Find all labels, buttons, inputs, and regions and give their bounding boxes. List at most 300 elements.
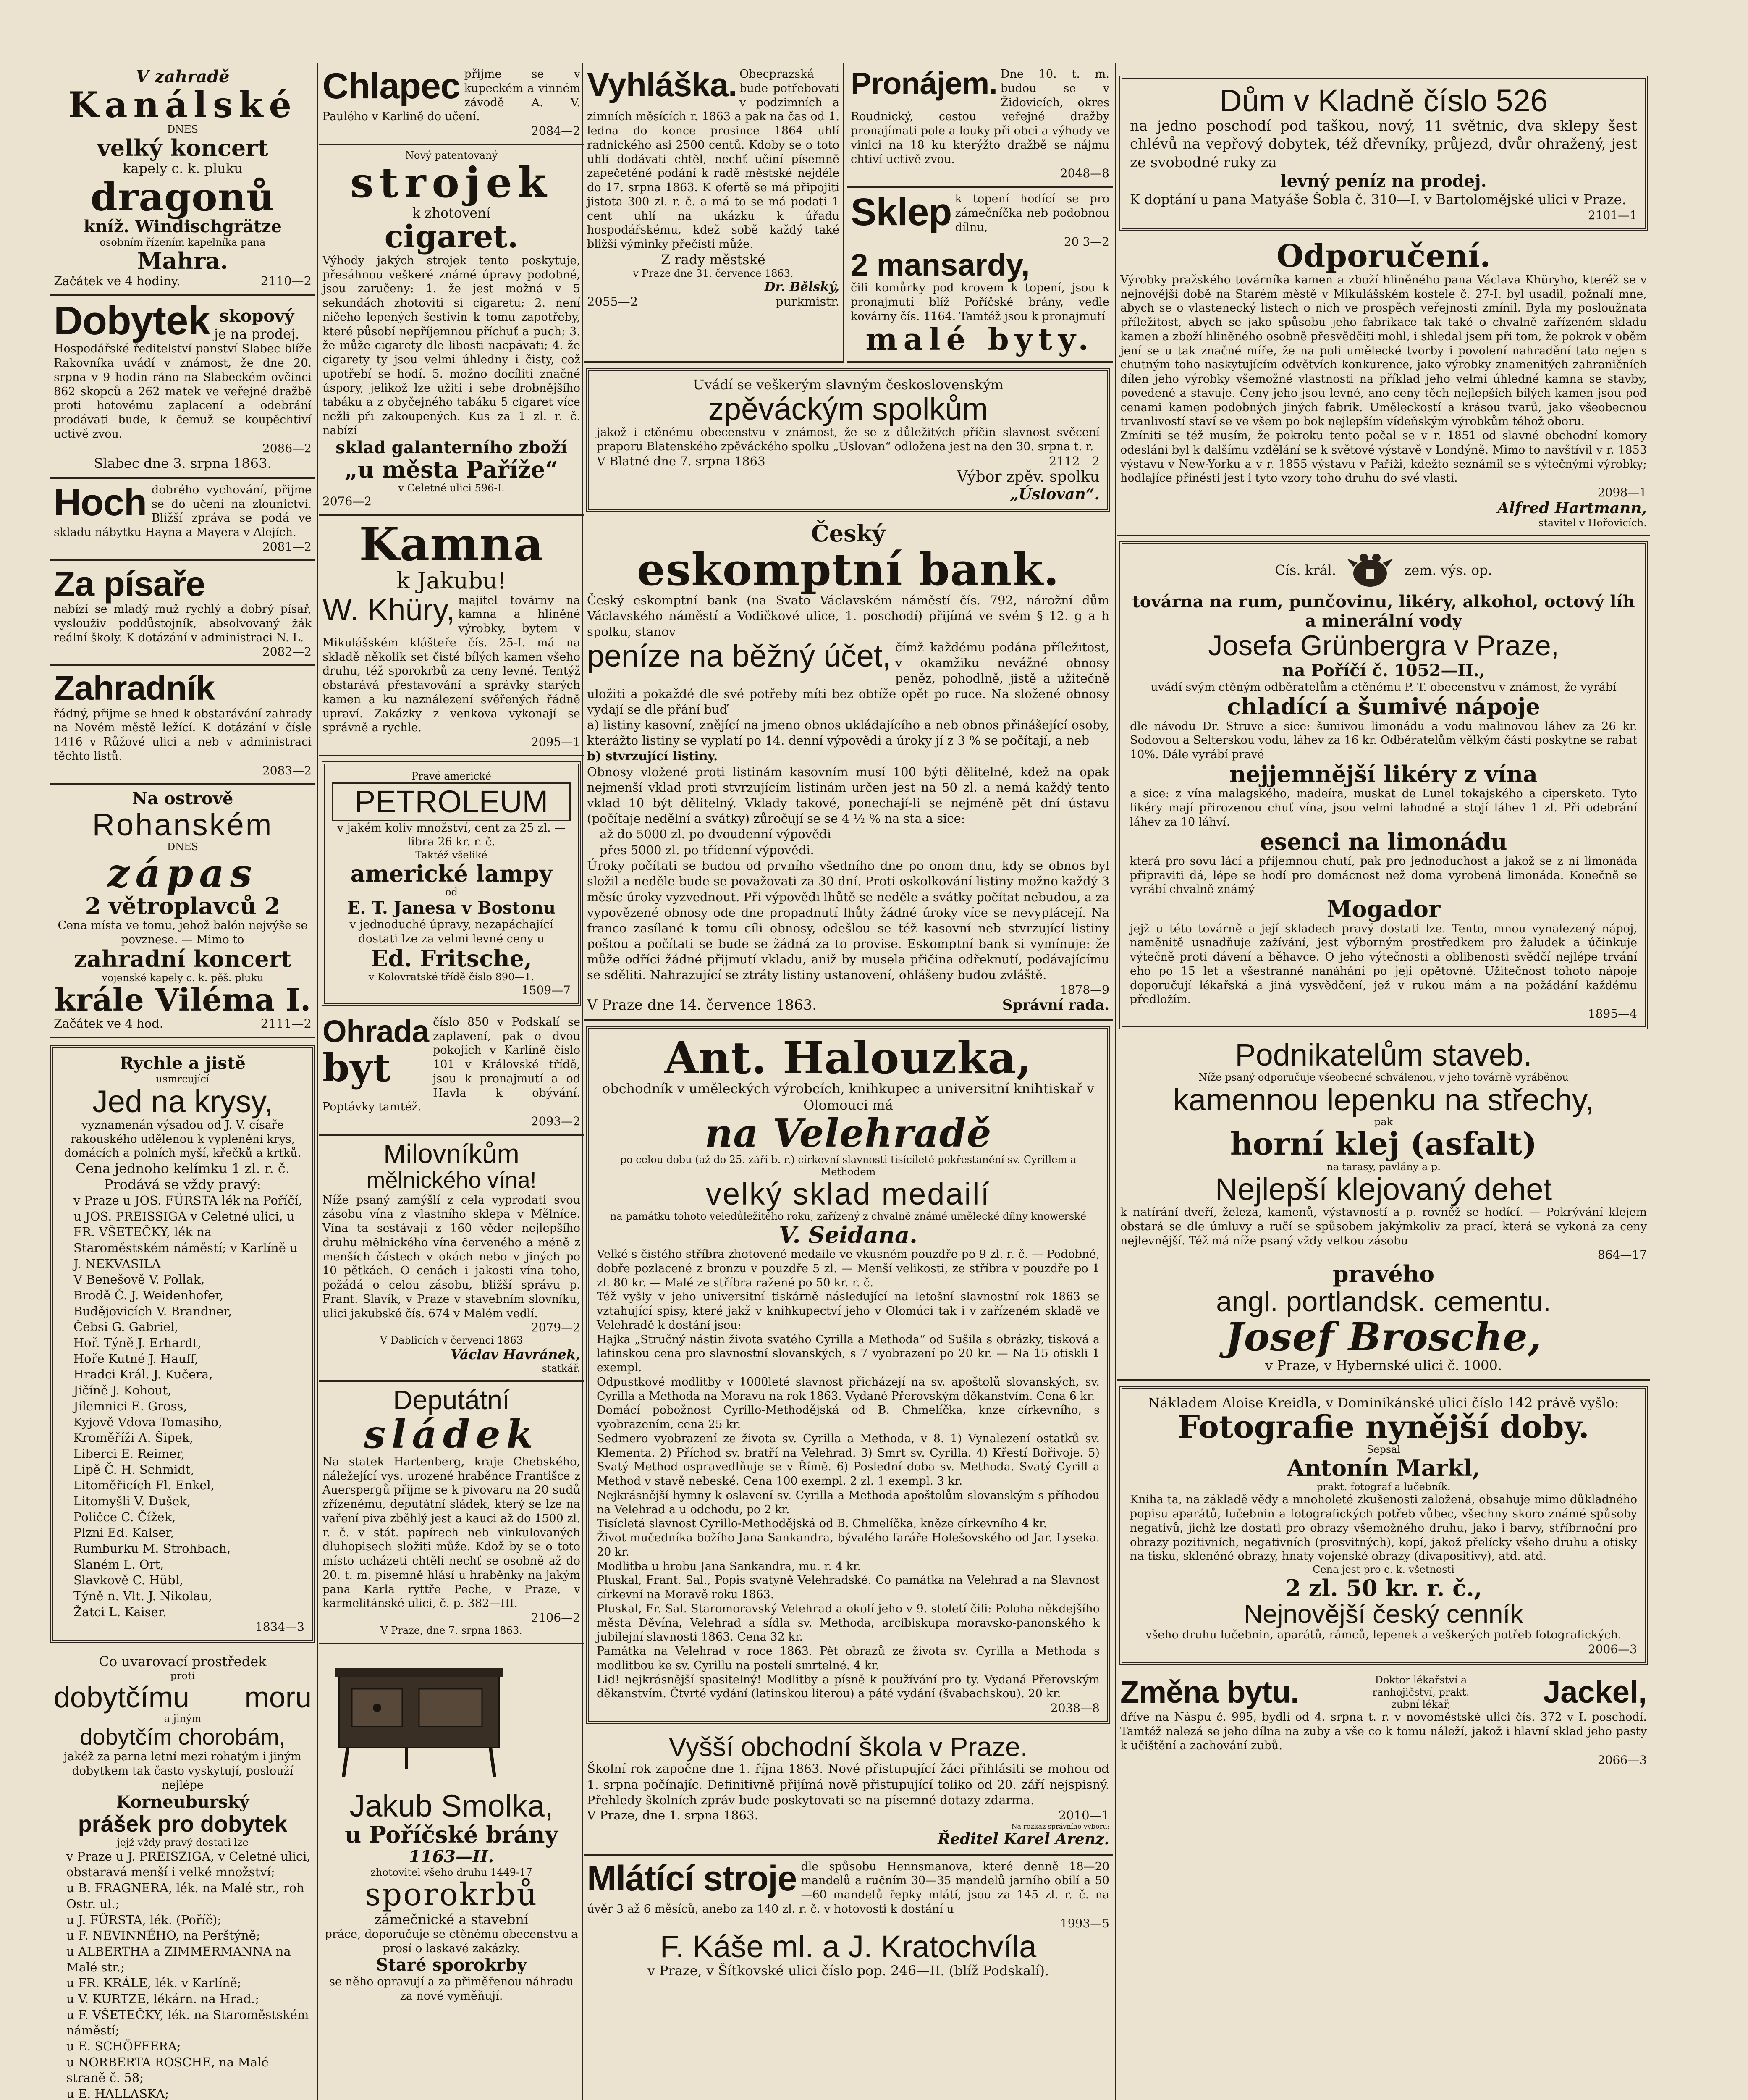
ad-prasek <box>50 1649 315 2100</box>
ad-number: 2098—1 <box>1597 486 1647 500</box>
ad-pretitle: Nákladem Aloise Kreidla, v Dominikánské ulici číslo 142 právě vyšlo: <box>1148 1395 1619 1411</box>
ad-signature: Ředitel Karel Arenz. <box>937 1830 1109 1848</box>
ad-title-3: malé byty. <box>865 321 1095 357</box>
ad-conductor-note: osobním řízením kapelníka pana <box>100 236 266 249</box>
ad-title: sporokrbů <box>364 1876 538 1913</box>
ad-role: statkář. <box>542 1362 580 1375</box>
ad-halouzka <box>586 1026 1110 1724</box>
ad-author: Antonín Markl, <box>1287 1454 1480 1482</box>
ad-body-2: v jednoduché úpravy, nezapáchající dostati lze za velmi levné ceny u <box>349 918 553 945</box>
ad-title-2: na Velehradě <box>705 1110 992 1156</box>
ad-name: Korneuburský <box>116 1792 249 1812</box>
ad-vyhlaska <box>584 63 844 363</box>
places-list <box>54 1849 312 2100</box>
ad-body: jakož i ctěnému obecenstvu v známost, že se z důležitých příčin slavnost svěcení praporu Blatenského zpěváckého spolku „Úslovan“ odložena jest na den 30. srpna t. r. <box>597 426 1100 453</box>
ad-body-3: Úroky počítati se budou od prvního všedního dne po onom dnu, kdy se obnos byl složil a neděle bude se považovati za 30 dní. Proti oskolkování listiny možno každý 3 měsíc úroky vyzvednout. Při výpovědi lhůtě se neděle a svátky počítat nebudou, a za vypovězené obnosy ode dne propadnutí lhůty žádné úroky více se nevyplácejí. Na franco zasílané k tomu cíli obnosy, odešlou se též kasovní neb stvrzující listiny poštou a počítati se bude se žádná za to provise. Eskomptní bank si vymínuje: že může odříci žádné přijmutí vkladu, aniž by musela přičina odřeknutí, podávajícímu se sděliti. Nahrazující se ztráty listiny ustanovení, ohlášeny budou zvláště. <box>587 858 1109 982</box>
ad-title: Hoch <box>54 481 147 524</box>
ad-title: Vyšší obchodní škola v Praze. <box>668 1732 1028 1762</box>
ad-maker: V. Seidana. <box>779 1221 917 1248</box>
list-item: Litomyšli V. Dušek, <box>73 1494 191 1508</box>
ad-body: Výrobky pražského továrníka kamen a zboží hliněného pana Václava Khüryho, kteréž se v nejnovější době na Starém městě v Mikulášském kostele č. 27-I. byl usadil, požnalí mne, abych se o vlastenecký listech o nich ve prospěch veřejnosti zmínil. Byla my posloužnata příležitost, abych se jako spůsobu jeho fabrikace tak také o chvalně zařízeném skladu kamen a zboží hliněného osobně přesvědčiti mohl, i shledal jsem při tom, že pokrok v oběm jení se u tak značné míře, že na poli umělecké tvorby i povolení nahradění tato nejen s chutným toho naskytujícím odvětvích konkurence, jako výrobky znamenitých zahraničních dílen jeho výrobky všemožné vlastnosti na příklad jeho velmi úhledné kamna se stavby, povedené a stavuje. Ceny jeho jsou levné, ano ceny těch nejlepších bílých kamen jsou pod cenami kamen podobných jiných fabrik. Uměleckostí a krásou tvarů, jako všeobecnou trvanlivostí staví se ve všem po bok nejlepším vídeňským výrobkům téhož oboru. <box>1120 273 1647 428</box>
ad-body: čímž každému podána příležitost, v okamžiku nevážné obnosy peněz, pohodlně, jistě a užitečně uložiti a pokaždé dle své potřeby míti bez obtíže opět po ruce. Na složené obnosy vydají se dle přání buď <box>587 640 1109 717</box>
list-item: Domácí pobožnost Cyrillo-Methodějská od B. Chmelíčka, knze církevního, s vyobrazením, cena 25 kr. <box>597 1404 1100 1431</box>
ad-podnik <box>1117 1034 1650 1381</box>
ad-where: jejž vždy pravý dostati lze <box>117 1836 249 1848</box>
list-item: Hoře Kutné J. Hauff, <box>73 1351 199 1366</box>
ad-role: Na rozkaz správního výboru: <box>1011 1822 1109 1830</box>
ad-body-2: na tarasy, pavlány a p. <box>1326 1160 1441 1173</box>
ad-date: Slabec dne 3. srpna 1863. <box>94 455 272 471</box>
ad-body-2: K doptání u pana Matyáše Šobla č. 310—I. v Bartolomějské ulici v Praze. <box>1130 192 1626 208</box>
ad-title-6: angl. portlandsk. cementu. <box>1216 1285 1551 1318</box>
ad-pisare <box>50 561 315 666</box>
ad-sig-2: „Úslovan“. <box>1010 485 1100 503</box>
ad-title-2: 2 mansardy, <box>851 247 1030 282</box>
ad-by: Sepsal <box>1366 1444 1401 1456</box>
ad-price: Cena jednoho kelímku 1 zl. r. č. <box>75 1160 290 1177</box>
ad-title: Podnikatelům staveb. <box>1235 1037 1532 1073</box>
ad-krysy <box>50 1045 315 1643</box>
ad-title-2: sládek <box>364 1412 539 1457</box>
list-item: Slaném L. Ort, <box>73 1557 164 1572</box>
ad-band: kapely c. k. pluku <box>123 160 243 177</box>
ad-pretitle-2: proti <box>170 1670 195 1682</box>
ad-note: Cena místa ve tomu, jehož balón nejvýše se povznese. — Mimo to <box>58 919 308 946</box>
ad-body: k topení hodící se pro zámečníčka neb podobnou dílnu, <box>955 192 1109 234</box>
ad-title: eskomptní bank. <box>637 543 1059 596</box>
list-item: Rumburku M. Strohbach, <box>73 1541 231 1556</box>
ad-body: přijme se v kupeckém a vinném závodě A. V. Paulého v Karlině do učení. <box>322 68 580 123</box>
items-list <box>597 1247 1100 1701</box>
ad-body: Na statek Hartenberg, kraje Chebského, náležející vys. urozené hraběnce Františce z Auerspergů přijme se k pivovaru na 20 sudů zřízenému, deputátní sládek, který se lze na vaření piva zběhlý jest a kauci až do 1500 zl. r. č. v stát. papírech neb vinkulovaných dluhopisech složiti může. Kdož by se o toto místo ucházeti chtěli nechť se osobně až do 20. t. m. písemně hlásí u hraběnky na jakým pana Karla ryttře Peche, v Praze, v karmelitánské ulici, č. p. 382—III. <box>322 1455 580 1610</box>
ad-role: stavitel v Hořovicích. <box>1538 517 1647 529</box>
ad-body: uvádí svým ctěným odběratelům a ctěnému P. T. obecenstvu v známost, že vyrábí <box>1150 680 1617 694</box>
ad-number: 1993—5 <box>1060 1916 1109 1930</box>
ad-title: Za písaře <box>54 564 205 604</box>
ad-town: „u města Paříže“ <box>344 456 558 483</box>
list-item: Modlitba u hrobu Jana Sankandra, mu. r. 4 kr. <box>597 1559 861 1573</box>
list-item: v Praze u J. PREISZIGA, v Celetné ulici, obstaravá menší i velké množství; <box>66 1849 311 1880</box>
ad-essence: esenci na limonádu <box>1260 828 1507 855</box>
ad-foto <box>1119 1386 1648 1665</box>
ad-number: 2083—2 <box>262 763 312 777</box>
ad-option-b: b) stvrzující listiny. <box>587 749 718 764</box>
ad-number: 1509—7 <box>521 983 571 997</box>
ad-dum <box>1119 76 1648 231</box>
ad-title: Změna bytu. <box>1120 1675 1299 1710</box>
ad-name: Josefa Grünbergra v Praze, <box>1208 630 1559 662</box>
ad-pretitle: Český <box>811 520 886 547</box>
ad-body: Obecprazská bude potřebovati v podzimních a zimních měsících r. 1863 a pak na čas od 1. ledna do konce prosince 1864 uhlí radnického asi 2500 centů. Kdoby se o toto uhlí dodávati chtěl, nechť učiní písemně zapečetěné podání k radě městské nejdéle do 17. srpna 1863. K ofertě se má připojiti jistota 300 zl. r. č. a má to se má podati 1 cent uhlí na ukázku k úřadu hospodářskému, kdež sobě každý také bližší výminky přečísti může. <box>587 68 839 251</box>
ad-address: v Celetné ulici 596-I. <box>398 482 505 494</box>
ad-body: Školní rok započne dne 1. října 1863. Nové přistupující žáci přihlásiti se mohou od 1. srpna počínajíc. Definitivně přijímá nově přistupující toliko od 20. září nejspisný. Přehledy školních zpráv bude poskytovati se na písemné dotazy zdarma. <box>587 1761 1109 1807</box>
ad-title: Chlapec <box>322 66 460 106</box>
list-item: Žatci L. Kaiser. <box>73 1604 167 1619</box>
list-item: Odpustkové modlitby v 1000leté slavnost přicházejí na sv. apoštolů slovanských, sv. Cyrilla a Methoda na Moravu na rok 1863. Vydané Přerovským děkanstvím. Cena 6 kr. <box>597 1375 1100 1403</box>
ad-title: Ohrada <box>322 1013 429 1049</box>
list-item: Sedmero vyobrazení ze života sv. Cyrilla a Methoda, v 8. 1) Vynalezení ostatků sv. Klementa. 2) Příchod sv. bratří na Velehrad. 3) Smrt sv. Cyrilla. 4) Křestí Bořivoje. 5) Svatý Method ospravedlňuje se v Římě. 6) Poslední doba sv. Methoda. Svatý Cyrill a Method v stavě nebeské. Cena 100 exempl. 2 zl. 1 exempl. 3 kr. <box>597 1432 1100 1488</box>
ad-number-1: 1163—II. <box>409 1847 494 1867</box>
ad-rohanske <box>50 785 315 1039</box>
list-item: Plzni Ed. Kalser, <box>73 1525 174 1540</box>
ad-title-3: velký sklad medailí <box>705 1176 991 1212</box>
ad-body: Doktor lékařství a ranhojičství, prakt. zubní lékař, <box>1372 1674 1470 1710</box>
list-item: Hoř. Týně J. Erhardt, <box>73 1336 202 1350</box>
ad-name: dragonů <box>90 174 275 220</box>
ad-chlapec <box>319 63 584 145</box>
ad-body: dobrého vychování, přijme se do učení na zlounictví. Bližší zpráva se podá ve skladu nábytku Hayna a Mayera v Alejích. <box>54 483 312 539</box>
ad-body-2: dříve na Náspu č. 995, bydlí od 4. srpna t. r. v novoměstské ulici čís. 372 v I. poschodí. Tamtéž nalezá se jeho dílna na zuby a vše co k tomu náleží, jakož i hlavní sklad jeho pasty k učištění a zachování zubů. <box>1120 1711 1647 1752</box>
ad-title-5: pravého <box>1332 1260 1435 1288</box>
double-eagle-emblem-icon <box>1347 550 1393 592</box>
ad-number: 2093—2 <box>531 1114 580 1128</box>
ad-body: Níže psaný odporučuje všeobecné schválenou, v jeho továrně vyráběnou <box>1198 1071 1569 1083</box>
ad-body: Kniha ta, na základě vědy a mnoholeté zkušenosti založená, obsahuje mimo důkladného popisu aparátů, lučebnin a fotografických potřeb vůbec, všechny skoro známé spůsoby negativů, jichž lze dostati pro obrazy všemožného druhu, jako i barvy, stříbrnoční pro obrazy pozitivních, negativních (prosvitných), kopí, jakož přelícky všeho druhu a otisky na tisku, skleněné obrazy, hnaty vojenské obrazy (divapositivy), atd. atd. <box>1130 1493 1637 1563</box>
ad-zmena <box>1117 1670 1650 1773</box>
ad-number: 864—17 <box>1597 1248 1647 1262</box>
ad-price: 2 zl. 50 kr. r. č., <box>1285 1574 1482 1601</box>
ad-concert: velký koncert <box>97 134 268 161</box>
ad-big: peníze na běžný účet, <box>587 638 891 673</box>
ad-number: 2112—2 <box>1048 454 1100 468</box>
ad-title: továrna na rum, punčovinu, likéry, alkohol, octový líh a minerální vody <box>1132 592 1635 631</box>
ad-title-4: Nejlepší klejovaný dehet <box>1215 1171 1552 1207</box>
ad-number: 2082—2 <box>262 645 312 659</box>
stove-illustration <box>322 1655 516 1781</box>
ad-date: V Dablicích v červenci 1863 <box>380 1334 523 1347</box>
ad-pak: pak <box>1374 1116 1393 1128</box>
ad-number: 2111—2 <box>260 1016 312 1031</box>
ad-king: krále Viléma I. <box>54 982 311 1018</box>
column-rule <box>1115 63 1116 2100</box>
ad-number: 2110—2 <box>260 273 312 288</box>
ad-title: Pronájem. <box>851 66 997 101</box>
ad-title-3: horní klej (asfalt) <box>1230 1126 1537 1163</box>
ad-mogador: Mogador <box>1326 895 1441 923</box>
ad-title: Jed na krysy, <box>92 1084 273 1119</box>
ad-number: 2081—2 <box>262 539 312 554</box>
ad-pretitle: Pravé americké <box>411 770 491 782</box>
ad-number: 2086—2 <box>262 441 312 455</box>
ad-hoch <box>50 479 315 561</box>
ad-title: strojek <box>350 158 553 207</box>
ad-spolek <box>586 368 1110 512</box>
ad-body: v jakém koliv množství, cent za 25 zl. — libra 26 kr. r. č. <box>337 821 566 849</box>
list-item: u J. FÜRSTA, lék. (Poříč); <box>66 1912 222 1927</box>
ad-banka <box>584 517 1113 1021</box>
ad-number: 2055—2 <box>587 294 638 309</box>
ad-number: 2076—2 <box>322 494 372 508</box>
ad-address: v Praze, v Šítkovské ulici číslo pop. 246—II. (blíž Podskalí). <box>647 1963 1049 1979</box>
list-item: Život mučedníka božího Jana Sankandra, bývalého faráře Holešovského od Jar. Lyseka. 20 kr. <box>597 1531 1100 1559</box>
ad-balloon: 2 větroplavců 2 <box>85 892 280 919</box>
ad-pretitle: Na ostrově <box>132 788 233 808</box>
list-item: Velké s čistého stříbra zhotovené medaile ve vkusném pouzdře po 9 zl. r. č. — Podobné, dobře pozlacené z bronzu v pouzdře 5 zl. — Menší velikosti, ze stříbra v pouzdře po 1 zl. 80 kr. — Malé ze stříbra ražené po 50 kr. r. č. <box>597 1248 1100 1289</box>
ad-likery: nejjemnější likéry z vína <box>1229 760 1538 788</box>
ad-title: Mlátící stroje <box>587 1858 797 1898</box>
ad-store: sklad galanterního zboží <box>335 437 567 457</box>
ad-body-2: Zmíniti se též musím, že pokroku tento počal se v r. 1851 od slavné obchodní komory odesláni byl k dalšímu vzdělání se k světové výstavě v Londýně. Mimo to navštívil v r. 1853 výstavu v New-Yorku a v r. 1855 výstavu v Paříži, kdežto seznámil se s výtečnými výrobky; hodlajíce přinésti jest i tyto vzory toho druhu do své vlasti. <box>1120 429 1647 485</box>
list-item: Litoměřicích Fl. Enkel, <box>73 1478 215 1493</box>
list-item: u E. SCHÖFFERA; <box>66 2039 181 2053</box>
list-item: V Benešově V. Pollak, <box>73 1272 205 1287</box>
ad-body-3: a sice: z vína malagského, madeíra, muskat de Lunel tokajského a cipersketo. Tyto likéry mají přirozenou chuť vína, jsou velmi lahodné a stojí láhev 1 zl. Při odebrání láhev za 10 láhví. <box>1130 787 1637 829</box>
ad-pretitle: Nový patentovaný <box>405 150 498 161</box>
ad-body: jakéž za parna letní mezi rohatým i jiným dobytkem tak často vyskytují, poslouží nejlépe <box>64 1750 301 1792</box>
list-item: Hradci Král. J. Kučera, <box>73 1367 213 1382</box>
ad-date: V Praze, dne 1. srpna 1863. <box>587 1808 758 1822</box>
ad-title: Vyhláška. <box>587 66 737 103</box>
list-item: Lipě Č. H. Schmidt, <box>73 1462 194 1477</box>
column-2 <box>319 63 584 2100</box>
ad-number: 1878—9 <box>1060 983 1109 997</box>
ad-number: 20 3—2 <box>1064 234 1109 249</box>
ad-pretitle-2: usmrcující <box>156 1073 210 1085</box>
ad-title: Rohanském <box>92 807 273 842</box>
ad-body: majitel továrny na kamna a hliněné výrobky, bytem v Mikulášském klášteře čís. 25-I. má na skladě několik set čisté bílých kamen všeho druhu, též sporokrbů za ceny levné. Tentýž obstarává přestavování a správky starých kamen a ku naználezení svěřených řádně upraví. Zakázky z venkova vykonají se správně a rychle. <box>322 593 580 735</box>
list-item: u NORBERTA ROSCHE, na Malé straně č. 58; <box>66 2055 269 2085</box>
ad-body-2: všeho druhu lučebnin, aparátů, rámců, lepenek a veškerých potřeb fotografických. <box>1145 1628 1622 1642</box>
ad-body: Hospodářské ředitelství panství Slabec blíže Rakovníka uvádí v známost, že dne 20. srpna v 9 hodin ráno na Slabeckém ovčinci 862 skopců a 262 matek ve veřejné dražbě proti hotovému zaplacení a odebrání prodávati bude, k čemuž se koupěchtiví uctivě zvou. <box>54 342 312 441</box>
list-item: Týně n. Vlt. J. Nikolau, <box>73 1589 212 1604</box>
list-item: Památka na Velehrad v roce 1863. Pět obrazů ze života sv. Cyrilla a Methoda s modlitbou ke sv. Cyrillu na postelí smrtelné. 4 kr. <box>597 1645 1100 1672</box>
ad-signature: Dr. Bělský, <box>764 279 839 294</box>
ad-role: purkmistr. <box>776 294 839 309</box>
ad-role: prakt. fotograf a lučebník. <box>1316 1480 1451 1493</box>
ad-subtitle: DNES <box>167 123 199 136</box>
ad-body-5: jejž u této továrně a její skladech pravý dostati lze. Tento, mnou vynalezený nápoj, naměnitě usnadňuje zažívání, jest výborným prostředkem pro žaludek a účinkuje výtečně proti dávení a běhavce. O jeho výtečnosti a oblibenosti svědčí nejlépe trvání eho po 15 let a všestranné nanáhání po jeji opětovné. Užitečnost tohoto nápoje doporučují lékařská a jiná vysvědčení, jež v rukou mám a na požádání každému předložím. <box>1130 922 1637 1006</box>
ad-title: Kanálské <box>68 84 297 126</box>
ad-zapas: zápas <box>107 850 258 896</box>
ad-band: vojenské kapely c. k. pěš. pluku <box>102 971 264 984</box>
ad-signature: Správní rada. <box>1002 997 1109 1014</box>
ad-dobytek <box>50 296 315 479</box>
ad-subtitle: mělnického vína! <box>366 1168 537 1193</box>
ad-firm: E. T. Janesa v Bostonu <box>347 898 556 918</box>
ad-subtitle-2: po celou dobu (až do 25. září b. r.) církevní slavnosti tisícileté pokřestanění sv. Cyrillem a Methodem <box>620 1153 1077 1178</box>
ad-body-2: dle návodu Dr. Struve a sice: šumivou limonádu a vodu malinovou láhev za 26 kr. Sodovou a Selterskou vodu, láhev za 16 kr. Odběratelům vělkým částí poskytne se rabat 10%. Dále vyrábí pravé <box>1130 719 1637 761</box>
ad-kind: skopový <box>219 306 294 326</box>
ad-body: Dne 10. t. m. budou se v Židovicích, okres Roudnický, cestou veřejné dražby pronajímati pole a louky při obci a výhody ve vinici na 18 ku kterýžto dražbě se nájmu chtiví uctivě zvou. <box>851 68 1109 166</box>
ad-body-4: se něho opravují a za přiměřenou náhradu za nové vyměňují. <box>329 1975 574 2003</box>
list-item: Jilemnici E. Gross, <box>73 1399 187 1413</box>
list-item: u B. FRAGNERA, lék. na Malé str., roh Ostr. ul.; <box>66 1881 304 1911</box>
ad-sklep <box>847 188 1113 363</box>
ad-name: Josef Brosche, <box>1225 1314 1542 1360</box>
ad-body: Výhody jakých strojek tento poskytuje, přesáhnou veškeré známé úpravy podobné, jsou zaručeny: 1. že jest možná v 5 sekundách zhotoviti si cigaretu; 2. není ničeho lepených šestivin k tomu zapotřeby, které působí nepříjemnou příchuť a puch; 3. že může cigarety dle libosti nacpávati; 4. že cigarety ty jsou velmi úhledny i čisty, což upotřebí se hodí. 5. možno docíliti značné úspory, jelikož lze užiti i sebe drobnějšího tabáku a z obyčejného tabáku 5 cigaret více nežli při zakoupených. Kus za 1 zl. r. č. nabízí <box>322 254 580 437</box>
ad-subtitle: k zhotovení <box>412 205 491 221</box>
list-item: Brodě Č. J. Weidenhofer, <box>73 1288 224 1302</box>
ad-also: Taktéž všeliké <box>415 849 487 861</box>
ad-sladek <box>319 1382 584 1644</box>
list-item: u FR. KRÁLE, lék. v Karlíně; <box>66 1976 241 1990</box>
ad-number: 1895—4 <box>1588 1007 1637 1021</box>
ad-milovnik <box>319 1136 584 1382</box>
list-item: přes 5000 zl. po třídenní výpovědi. <box>600 843 814 857</box>
ad-prince: kníž. Windischgrätze <box>84 217 282 237</box>
list-item: Liberci E. Reimer, <box>73 1446 185 1461</box>
column-3 <box>584 63 1113 2100</box>
ad-name: F. Káše ml. a J. Kratochvíla <box>660 1929 1037 1964</box>
ad-subtitle: k Jakubu! <box>396 567 507 594</box>
ad-line1: dobytčímu <box>54 1680 189 1714</box>
ad-concert: zahradní koncert <box>73 945 291 973</box>
list-item: Slavkově C. Hübl, <box>73 1573 183 1588</box>
ad-sold: Prodává se vždy pravý: <box>104 1176 261 1193</box>
list-item: Nejkrásnější hymny k oslavení sv. Cyrilla a Methoda apoštolům slovanským s příhodou na Velehrad a u odchodu, po 2 kr. <box>597 1488 1100 1516</box>
places-list <box>61 1193 304 1620</box>
list-item: Tisícletá slavnost Cyrillo-Methodějská od B. Chmelíčka, kněze církevního 4 kr. <box>597 1517 1047 1530</box>
rates-list <box>587 827 1109 858</box>
ad-title: Zahradník <box>54 669 215 708</box>
ad-title-2: kamennou lepenku na střechy, <box>1173 1082 1594 1117</box>
ad-number: 2079—2 <box>531 1320 580 1335</box>
ad-number: 2106—2 <box>531 1611 580 1625</box>
ad-body-2: čili komůrky pod krovem k topení, jsou k pronajmutí blíž Poříčské brány, vedle kovárny čís. 1164. Tamtéž jsou k pronajmutí <box>851 281 1109 323</box>
ad-title: zpěváckým spolkům <box>708 391 988 427</box>
ad-pretitle: Rychle a jistě <box>120 1053 246 1074</box>
ad-number: 2095—1 <box>531 735 580 749</box>
list-item: Lid! nejkrásnější spasitelný! Modlitby a písně k používání pro ty. Vydaná Přerovským děkanstvím. Čtvrté vydání (latinskou literou) a páté vydání (švabachskou). 20 kr. <box>597 1673 1100 1701</box>
ad-date: V Blatné dne 7. srpna 1863 <box>597 454 765 468</box>
ad-conductor: Mahra. <box>137 247 228 275</box>
ad-kanalske <box>50 63 315 296</box>
ad-from: Z rady městské <box>661 251 765 268</box>
ad-title: Odporučení. <box>1276 238 1491 275</box>
list-item: v Praze u JOS. FÜRSTA lék na Poříčí, u JOS. PREISSIGA v Celetné ulici, u FR. VŠETEČKY, lék na Staroměstském náměstí; v Karlíně u J. NEKVASILA <box>73 1193 302 1271</box>
ad-date: V Praze dne 14. července 1863. <box>587 997 817 1014</box>
ad-body: vyznamenán výsadou od J. V. císaře rakouského udělenou k vyplenění krys, domácích a polních myší, křečků a krtků. <box>64 1118 301 1160</box>
ad-pretitle: Co uvarovací prostředek <box>99 1654 267 1670</box>
ad-title: Kamna <box>359 517 544 571</box>
ad-address: v Kolovratské třídě číslo 890—1. <box>368 971 535 983</box>
ad-skola <box>584 1729 1113 1856</box>
ad-body-4: která pro sovu lácí a příjemnou chutí, pak pro jednoduchost a jakož se z ní limonáda připraviti dá, lépe se hodí pro domácnost než doma vyrobená limonáda. Konečně se vyrábí chvalně známý <box>1130 854 1637 896</box>
ad-title-2: cigaret. <box>384 219 519 255</box>
ad-intro: Uvádí se veškerým slavným československým <box>693 377 1004 393</box>
list-item: Hajka „Stručný nástin života svatého Cyrilla a Methoda“ od Sušila s obrázky, tisková a latinskou cena pro slavnostní slovanských, s 7 vyobrazení po 20 kr. — Na 15 otiskli 1 exempl. <box>597 1333 1100 1375</box>
ad-body-3: práce, doporučuje se ctěnému obecenstvu a prosí o laskavé zakázky. <box>325 1927 578 1955</box>
ad-title: Dům v Kladně číslo 526 <box>1219 83 1548 118</box>
ad-title: Fotografie nynější doby. <box>1178 1409 1589 1445</box>
ad-start: Začátek ve 4 hod. <box>54 1016 163 1031</box>
list-item: Jičíně J. Kohout, <box>73 1383 172 1398</box>
ad-owner: W. Khüry, <box>322 592 455 627</box>
list-item: Kyjově Vdova Tomasiho, <box>73 1415 223 1429</box>
list-item: u ALBERTHA a ZIMMERMANNA na Malé str.; <box>66 1944 291 1974</box>
ad-lamps: americké lampy <box>350 860 553 887</box>
ad-body: zhotovitel všeho druhu 1449-17 <box>370 1866 532 1879</box>
ad-petroleum <box>322 761 581 1006</box>
ad-price: levný peníz na prodej. <box>1280 171 1487 192</box>
list-item: Kroměříži A. Šipek, <box>73 1431 194 1445</box>
ad-date: v Praze dne 31. července 1863. <box>633 268 794 280</box>
ad-zahradnik <box>50 666 315 785</box>
ad-strojek <box>319 145 584 516</box>
ad-number: 2038—8 <box>1050 1701 1100 1715</box>
list-item: Čebsi G. Gabriel, <box>73 1320 178 1334</box>
ad-number: 2010—1 <box>1058 1808 1109 1822</box>
ad-grunberg <box>1119 541 1648 1029</box>
ad-body-3: k natírání dveří, železa, kamenů, výstavností a p. rovněž se hodící. — Pokrývání klejem obstará se dle úmluvy a ručí se spůsobem jakýmkoliv za prací, která se vykoná za ceny nejlevnější. Též má níže psaný vždy velkou zásobu <box>1120 1206 1647 1247</box>
column-rule <box>317 63 318 2100</box>
list-item: až do 5000 zl. po dvoudenní výpovědi <box>600 827 831 841</box>
ad-line3: dobytčím chorobám, <box>80 1724 286 1750</box>
ad-pronajem <box>847 63 1113 188</box>
ad-name: Jakub Smolka, <box>349 1788 553 1823</box>
ad-number: 2101—1 <box>1588 208 1637 223</box>
list-item: Budějovicích V. Brandner, <box>73 1304 232 1318</box>
ad-address: v Praze, v Hybernské ulici č. 1000. <box>1265 1357 1502 1373</box>
ad-address: u Poříčské brány <box>345 1821 558 1848</box>
ad-odporuceni <box>1117 236 1650 536</box>
ad-title: Sklep <box>851 191 952 234</box>
column-1 <box>50 63 315 2100</box>
ad-kamna <box>319 516 584 756</box>
ad-start: Začátek ve 4 hodiny. <box>54 273 181 288</box>
ad-intro: Český eskomptní bank (na Svato Václavském náměstí čís. 792, nárožní dům Václavského náměstí a Vodičkové ulice, 1. poschodí) přijímá ve svém § 12. g a h spolku, stanov <box>587 593 1109 639</box>
ad-smolka <box>319 1644 584 2009</box>
list-item: u F. VŠETEČKY, lék. na Staroměstském náměstí; <box>66 2007 309 2038</box>
column-4 <box>1117 63 1650 2100</box>
ad-number: 2084—2 <box>531 124 580 138</box>
ad-price-label: Cena jest pro c. k. všetnosti <box>1313 1564 1454 1576</box>
ad-seller: Ed. Fritsche, <box>371 945 532 972</box>
ad-mlatici <box>584 1856 1113 1985</box>
ad-body-2: Obnosy vložené proti listinám kasovním musí 100 býti dělitelné, kdež na opak nejmenší vklad proti stvrzujícím listinám určen jest na 50 zl. a nemá každý tento vklad 10 být dělitelný. Vklady takové, ponechají-li se nejméně pět dní ústavu (počítaje nedělní a svátky) zůročují se se 4 ½ % na sta a sice: <box>587 764 1109 826</box>
ad-drinks: chladící a šumivé nápoje <box>1227 693 1540 720</box>
ad-subtitle: DNES <box>167 841 199 853</box>
ad-title: Deputátní <box>393 1385 510 1415</box>
list-item: u V. KURTZE, lékárn. na Hrad.; <box>66 1991 259 2006</box>
list-item: Pluskal, Frant. Sal., Popis svatyně Velehradské. Co památka na Velehrad a na Slavnost církevní na Moravě roku 1863. <box>597 1574 1100 1601</box>
ad-subtitle: obchodník v uměleckých výrobcích, knihkupec a universitní knihtiskař v Olomouci má <box>602 1081 1095 1113</box>
ad-mid: a jiným <box>164 1713 202 1725</box>
ad-subtitle-3: na památku tohoto veledůležitého roku, zařízený z chvalně známé umělecké dílny knowerské <box>610 1210 1087 1223</box>
ad-title: Ant. Halouzka, <box>664 1032 1032 1084</box>
ad-name: Jackel, <box>1543 1675 1647 1710</box>
list-item: Poličce C. Čížek, <box>73 1509 176 1524</box>
ad-date: V Praze, dne 7. srpna 1863. <box>380 1625 522 1637</box>
ad-title-2: byt <box>322 1045 391 1091</box>
ad-body: Níže psaný zamýšlí z cela vyprodati svou zásobu vína z vlastního sklepa v Mělníce. Vína ta sestávají z 160 věder nejlepšího druhu mělnického vína červeného a méně z menších částech v okách nebo v jiných po 10 pětkách. O cenách i jakosti vína toho, požádá o celou zásobu, bližší správu p. Frant. Slavík, v Praze v stavebním slovníku, ulici jakubské čís. 674 v Malém vedlí. <box>322 1193 580 1320</box>
list-item: u E. HALLASKA; <box>66 2087 169 2100</box>
ad-body: nabízí se mladý muž rychlý a dobrý písař, vyslouživ poddůstojník, absolvovaný žák reální školy. K dotázání v administraci N. L. <box>54 603 312 644</box>
ad-title: Dobytek <box>54 298 210 343</box>
ad-title: Milovníkům <box>383 1139 519 1169</box>
ad-body: řádný, přijme se hned k obstarávání zahrady na Novém městě ležící. K dotázání v čísle 1416 v Růžové ulici a neb v administraci těchto listů. <box>54 707 312 763</box>
ad-from: od <box>445 886 458 898</box>
ad-head-1: Cís. král. <box>1275 562 1336 578</box>
ad-title-2: Nejnovější český cenník <box>1244 1600 1523 1629</box>
ad-body-2: zámečnické a stavební <box>374 1911 529 1927</box>
list-item: u F. NEVINNÉHO, na Perštýně; <box>66 1928 260 1943</box>
ad-option-a: a) listiny kasovní, znějící na jmeno obnos ukládajícího a neb obnos přinášející osoby, kterážto listiny se vyplatí po 14. denní výpovědi a úroky jí z 3 % se počítají, a neb <box>587 718 1109 748</box>
ad-sig-1: Výbor zpěv. spolku <box>957 468 1100 486</box>
ad-address: na Poříčí č. 1052—II., <box>1282 660 1485 680</box>
ad-ohrada <box>319 1011 584 1136</box>
ad-body: na jedno poschodí pod taškou, nový, 11 světnic, dva sklepy šest chlévů na vepřový dobytek, též dřevníky, průjezd, dvůr ohražený, jest ze svobodné ruky za <box>1130 117 1637 171</box>
ad-pretitle: V zahradě <box>136 67 230 87</box>
ad-signature: Alfred Hartmann, <box>1497 499 1647 517</box>
list-item: Též vyšly v jeho universitní tiskárně následující na letošní slavnostní rok 1863 se vztahující spisy, které jakž v knihkupectví jeho v Olomúci tak i v zařízeném skladě ve Velehradě k dostání jsou: <box>597 1290 1100 1332</box>
ad-line2: moru <box>244 1680 312 1714</box>
ad-number: 2048—8 <box>1060 166 1109 181</box>
ad-signature: Václav Havránek, <box>451 1347 580 1363</box>
ad-body: číslo 850 v Podskalí se zaplavení, pak o dvou pokojích v Karlíně číslo 101 v Královské třídě, jsou k pronajmutí a od Havla k obývání. Poptávky tamtéž. <box>322 1015 580 1114</box>
ad-title: PETROLEUM <box>332 782 571 821</box>
ad-head-2: zem. výs. op. <box>1404 562 1492 578</box>
